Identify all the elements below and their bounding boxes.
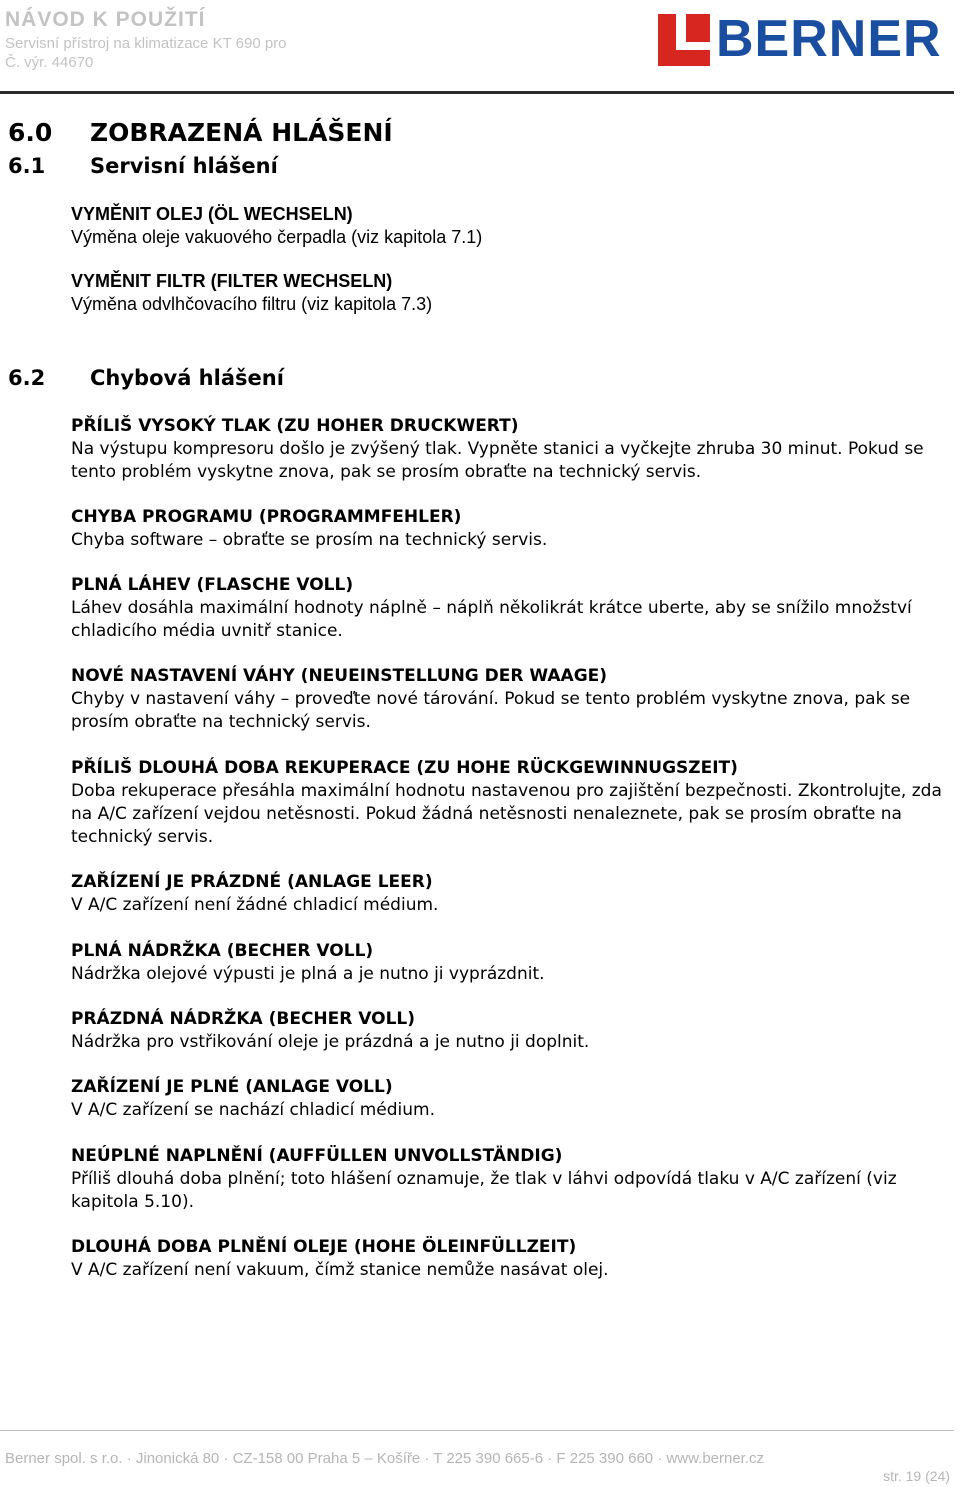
message-title: CHYBA PROGRAMU (PROGRAMMFEHLER) [71, 507, 462, 527]
message-description: V A/C zařízení se nachází chladicí médium. [71, 1100, 436, 1120]
page-header [0, 0, 960, 96]
section-number: 6.0 [8, 118, 53, 147]
footer-address: Berner spol. s r.o. · Jinonická 80 · CZ-158 00 Praha 5 – Košíře · T 225 390 665-6 · F 225 390 660 · www.berner.cz [5, 1450, 765, 1467]
message-title: ZAŘÍZENÍ JE PRÁZDNÉ (ANLAGE LEER) [71, 872, 433, 892]
list-item [71, 1236, 956, 1282]
subsection-number: 6.1 [8, 154, 46, 178]
subsection-title: Servisní hlášení [90, 154, 278, 178]
page-number: str. 19 (24) [883, 1468, 950, 1484]
list-item [71, 270, 956, 316]
subsection-heading-errors [8, 366, 284, 390]
message-description: V A/C zařízení není žádné chladicí médium. [71, 895, 439, 915]
message-title: NEÚPLNÉ NAPLNĚNÍ (AUFFÜLLEN UNVOLLSTÄNDIG) [71, 1146, 563, 1166]
order-number: Č. výr. 44670 [5, 54, 94, 71]
message-title: PLNÁ NÁDRŽKA (BECHER VOLL) [71, 941, 374, 961]
manual-title: NÁVOD K POUŽITÍ [5, 8, 206, 31]
list-item [71, 1145, 956, 1214]
footer-divider [0, 1430, 954, 1431]
message-description: Doba rekuperace přesáhla maximální hodnotu nastavenou pro zajištění bezpečnosti. Zkontrolujte, zda na A/C zařízení vejdou netěsnosti. Pokud žádná netěsnosti nenaleznete, pak se prosím obraťte na technický servis. [71, 781, 942, 847]
list-item [71, 1076, 956, 1122]
message-title: PŘÍLIŠ DLOUHÁ DOBA REKUPERACE (ZU HOHE RÜCKGEWINNUGSZEIT) [71, 758, 738, 778]
message-title: PŘÍLIŠ VYSOKÝ TLAK (ZU HOHER DRUCKWERT) [71, 416, 519, 436]
list-item [71, 506, 956, 552]
message-title: ZAŘÍZENÍ JE PLNÉ (ANLAGE VOLL) [71, 1077, 393, 1097]
list-item [71, 1008, 956, 1054]
section-title: ZOBRAZENÁ HLÁŠENÍ [90, 118, 393, 147]
subsection-heading-service [8, 154, 278, 178]
message-description: Nádržka olejové výpusti je plná a je nutno ji vyprázdnit. [71, 964, 545, 984]
message-title: NOVÉ NASTAVENÍ VÁHY (NEUEINSTELLUNG DER WAAGE) [71, 666, 608, 686]
message-description: Výměna oleje vakuového čerpadla (viz kapitola 7.1) [71, 227, 483, 247]
list-item [71, 871, 956, 917]
list-item [71, 415, 956, 484]
message-description: Na výstupu kompresoru došlo je zvýšený tlak. Vypněte stanici a vyčkejte zhruba 30 minut. Pokud se tento problém vyskytne znova, pak se prosím obraťte na technický servis. [71, 439, 924, 482]
berner-logo [658, 10, 954, 68]
list-item [71, 203, 956, 249]
message-title: VYMĚNIT OLEJ (ÖL WECHSELN) [71, 204, 353, 224]
list-item [71, 757, 956, 849]
message-title: PRÁZDNÁ NÁDRŽKA (BECHER VOLL) [71, 1009, 416, 1029]
message-title: DLOUHÁ DOBA PLNĚNÍ OLEJE (HOHE ÖLEINFÜLLZEIT) [71, 1237, 577, 1257]
berner-logo-mark-icon [658, 14, 710, 66]
message-description: Výměna odvlhčovacího filtru (viz kapitola 7.3) [71, 294, 433, 314]
message-title: VYMĚNIT FILTR (FILTER WECHSELN) [71, 271, 393, 291]
subsection-number: 6.2 [8, 366, 46, 390]
message-description: Nádržka pro vstřikování oleje je prázdná a je nutno ji doplnit. [71, 1032, 590, 1052]
device-subtitle: Servisní přístroj na klimatizace KT 690 pro [5, 35, 287, 52]
berner-logo-text: BERNER [716, 10, 942, 68]
message-description: Chyby v nastavení váhy – proveďte nové tárování. Pokud se tento problém vyskytne znova, pak se prosím obraťte na technický servis. [71, 689, 911, 732]
message-description: Chyba software – obraťte se prosím na technický servis. [71, 530, 548, 550]
list-item [71, 574, 956, 643]
message-description: Láhev dosáhla maximální hodnoty náplně – náplň několikrát krátce uberte, aby se snížilo množství chladicího média uvnitř stanice. [71, 598, 912, 641]
message-title: PLNÁ LÁHEV (FLASCHE VOLL) [71, 575, 354, 595]
list-item [71, 665, 956, 734]
section-heading [8, 118, 393, 147]
subsection-title: Chybová hlášení [90, 366, 284, 390]
message-description: V A/C zařízení není vakuum, čímž stanice nemůže nasávat olej. [71, 1260, 609, 1280]
header-divider [0, 91, 954, 94]
list-item [71, 940, 956, 986]
message-description: Příliš dlouhá doba plnění; toto hlášení oznamuje, že tlak v láhvi odpovídá tlaku v A/C zařízení (viz kapitola 5.10). [71, 1169, 897, 1212]
